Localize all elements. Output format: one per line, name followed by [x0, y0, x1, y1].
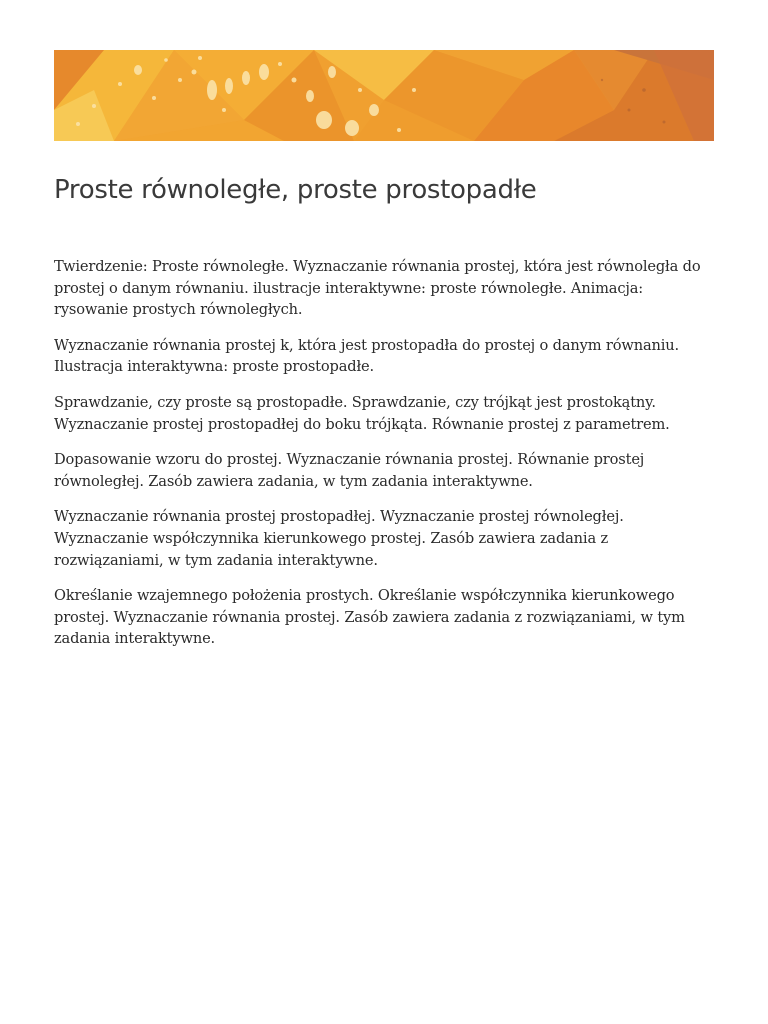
banner-graphic: [54, 50, 714, 141]
header-banner: [54, 50, 714, 141]
paragraph: Wyznaczanie równania prostej k, która jest prostopadła do prostej o danym równaniu. Ilustracja interaktywna: proste prostopadłe.: [54, 336, 680, 376]
paragraph: Dopasowanie wzoru do prostej. Wyznaczanie równania prostej. Równanie prostej równoległej. Zasób zawiera zadania, w tym zadania interaktywne.: [54, 451, 645, 490]
paragraph: Twierdzenie: Proste równoległe. Wyznaczanie równania prostej, która jest równoległa do prostej o danym równaniu. ilustracje interaktywne: proste równoległe. Animacja: rysowanie prostych równoległych.: [54, 258, 701, 319]
paragraph: Określanie wzajemnego położenia prostych. Określanie współczynnika kierunkowego prostej. Wyznaczanie równania prostej. Zasób zawiera zadania z rozwiązaniami, w tym zadania interaktywne.: [54, 587, 685, 648]
paragraph: Wyznaczanie równania prostej prostopadłej. Wyznaczanie prostej równoległej. Wyznaczanie współczynnika kierunkowego prostej. Zasób zawiera zadania z rozwiązaniami, w tym zadania interaktywne.: [54, 508, 624, 569]
content-body: [54, 256, 718, 664]
paragraph: Sprawdzanie, czy proste są prostopadłe. Sprawdzanie, czy trójkąt jest prostokątny. Wyznaczanie prostej prostopadłej do boku trójkąta. Równanie prostej z parametrem.: [54, 393, 670, 433]
page-title: Proste równoległe, proste prostopadłe: [54, 175, 537, 205]
